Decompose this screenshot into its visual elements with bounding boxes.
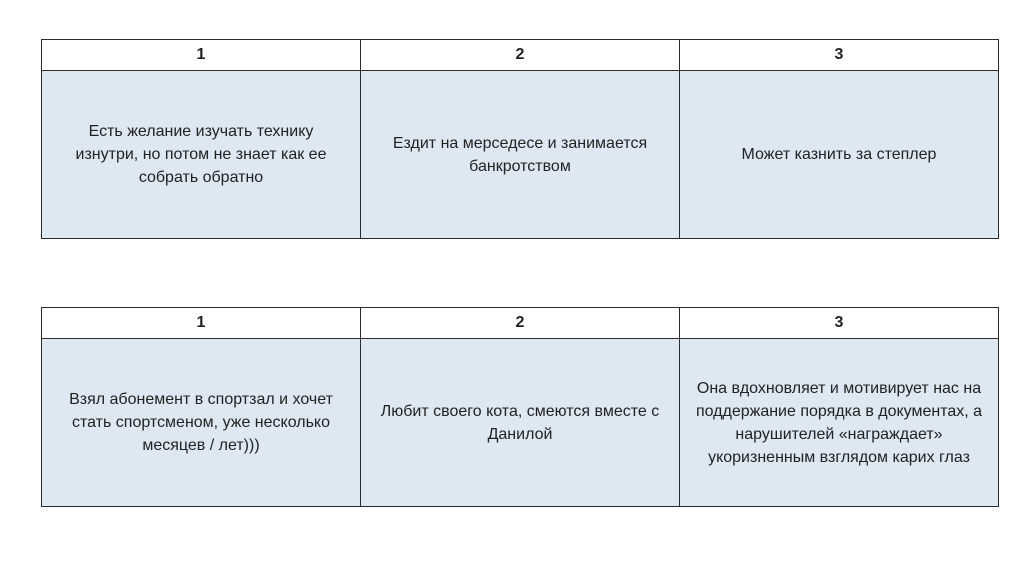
table-description-row	[42, 71, 999, 239]
column-number-2: 2	[361, 40, 680, 71]
column-number-2: 2	[361, 308, 680, 339]
column-number-1: 1	[42, 40, 361, 71]
description-cell-2: Любит своего кота, смеются вместе с Данилой	[361, 339, 680, 507]
table-header-row	[42, 40, 999, 71]
table-description-row	[42, 339, 999, 507]
description-table-2	[41, 307, 999, 507]
description-cell-1: Взял абонемент в спортзал и хочет стать спортсменом, уже несколько месяцев / лет)))	[42, 339, 361, 507]
column-number-3: 3	[680, 308, 999, 339]
description-cell-3: Она вдохновляет и мотивирует нас на поддержание порядка в документах, а нарушителей «награждает» укоризненным взглядом карих глаз	[680, 339, 999, 507]
column-number-3: 3	[680, 40, 999, 71]
description-cell-1: Есть желание изучать технику изнутри, но потом не знает как ее собрать обратно	[42, 71, 361, 239]
table-header-row	[42, 308, 999, 339]
description-cell-2: Ездит на мерседесе и занимается банкротством	[361, 71, 680, 239]
description-table-1	[41, 39, 999, 239]
column-number-1: 1	[42, 308, 361, 339]
description-cell-3: Может казнить за степлер	[680, 71, 999, 239]
